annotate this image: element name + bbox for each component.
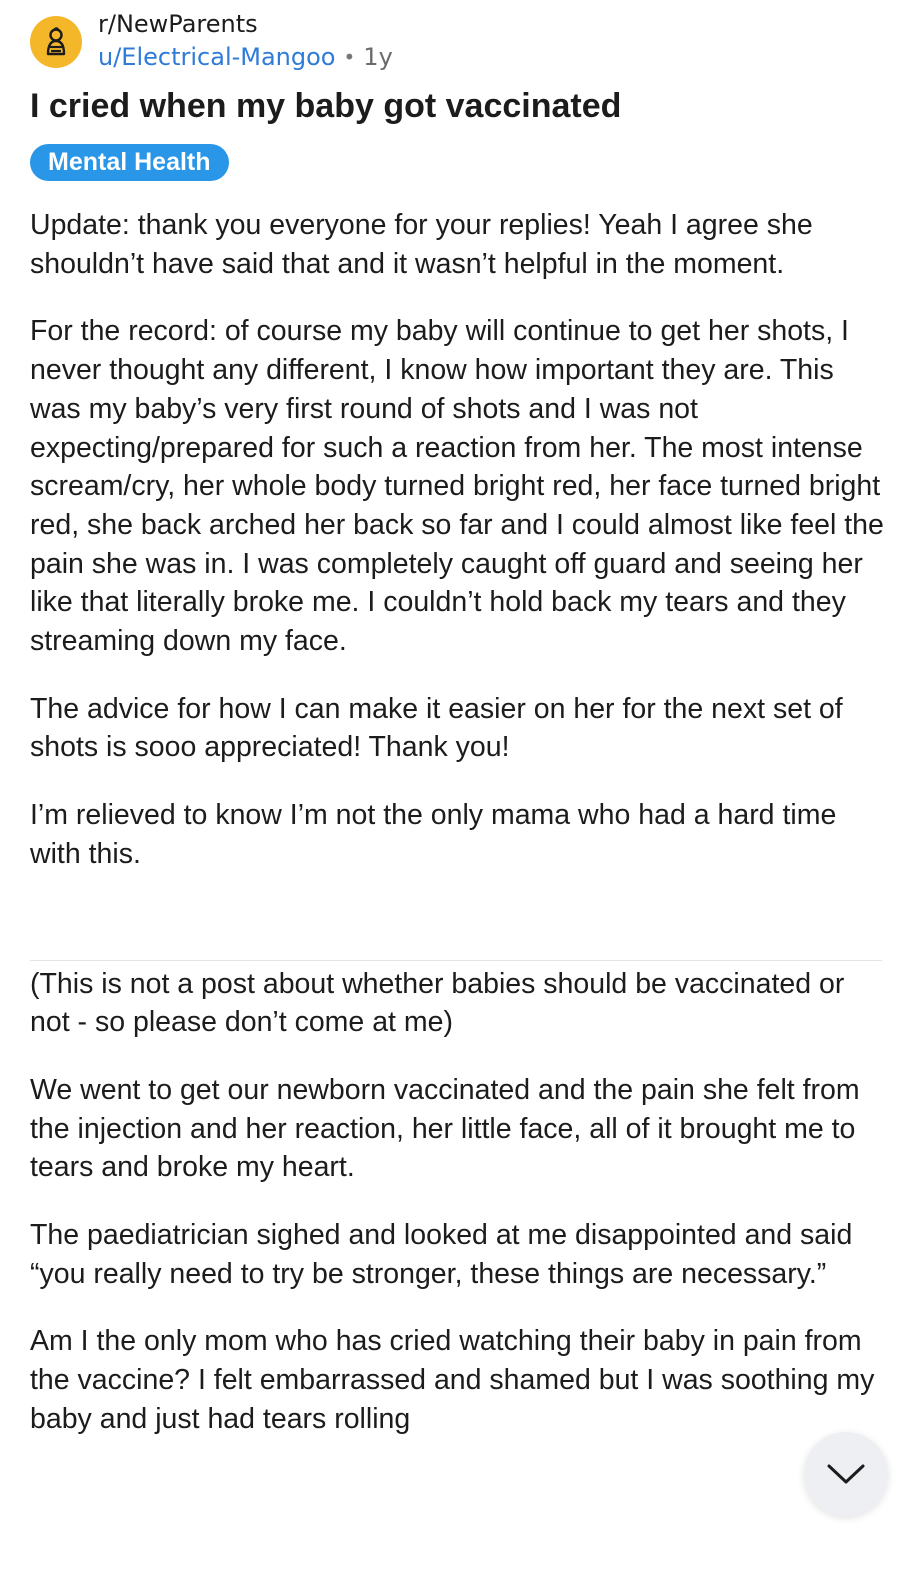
post-paragraph: For the record: of course my baby will continue to get her shots, I never thought any different, I know how important they are. This was my baby’s very first round of shots and I was not expecting/prepared for such a reaction from her. The most intense scream/cry, her whole body turned bright red, her face turned bright red, she back arched her back so far and I could almost like feel the pain she was in. I was completely caught off guard and seeing her like that literally broke me. I couldn’t hold back my tears and they streaming down my face. <box>30 315 884 658</box>
post-paragraph: (This is not a post about whether babies should be vaccinated or not - so please don’t come at me) <box>30 967 845 1039</box>
post-meta <box>98 10 393 74</box>
post-paragraph: The advice for how I can make it easier on her for the next set of shots is sooo appreciated! Thank you! <box>30 692 843 764</box>
subreddit-avatar[interactable] <box>30 16 82 68</box>
post-paragraph: The paediatrician sighed and looked at me disappointed and said “you really need to try be stronger, these things are necessary.” <box>30 1219 853 1290</box>
post-paragraph: I’m relieved to know I’m not the only mama who had a hard time with this. <box>30 799 837 870</box>
post-age: 1y <box>363 43 393 71</box>
post-paragraph: Update: thank you everyone for your replies! Yeah I agree she shouldn’t have said that and it wasn’t helpful in the moment. <box>30 209 813 280</box>
author-username[interactable]: u/Electrical-Mangoo <box>98 43 336 71</box>
subreddit-name[interactable]: r/NewParents <box>98 10 258 38</box>
section-divider <box>30 960 882 961</box>
scroll-down-button[interactable] <box>804 1432 888 1516</box>
chevron-down-icon <box>826 1462 866 1486</box>
post-flair[interactable]: Mental Health <box>30 144 229 181</box>
post-body <box>30 206 890 1468</box>
post-paragraph: Am I the only mom who has cried watching their baby in pain from the vaccine? I felt embarrassed and shamed but I was soothing my baby and just had tears rolling <box>30 1325 875 1435</box>
post-title: I cried when my baby got vaccinated <box>30 87 622 125</box>
author-line <box>98 40 393 74</box>
baby-icon <box>40 26 72 58</box>
meta-separator: • <box>343 45 356 69</box>
post-paragraph: We went to get our newborn vaccinated and the pain she felt from the injection and her reaction, her little face, all of it brought me to tears and broke my heart. <box>30 1073 860 1184</box>
post-header <box>30 10 393 74</box>
